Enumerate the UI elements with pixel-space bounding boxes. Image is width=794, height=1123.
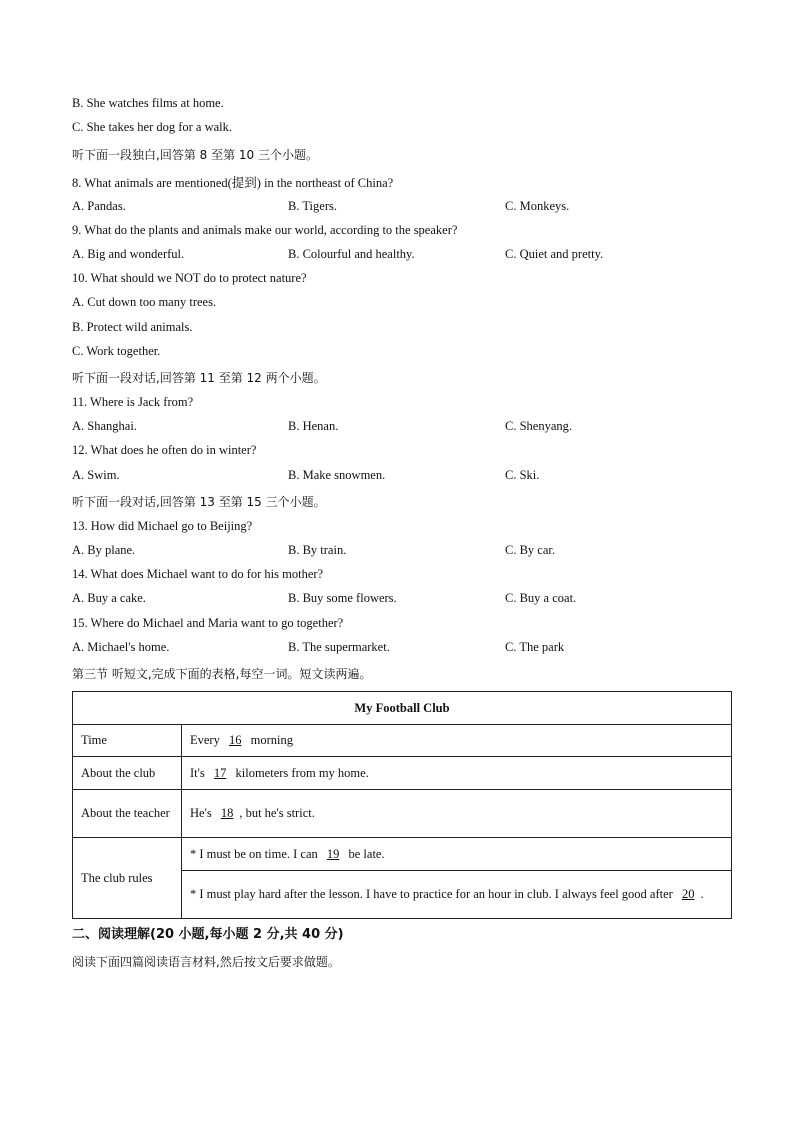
part-2-heading: 二、阅读理解(20 小题,每小题 2 分,共 40 分): [72, 927, 344, 942]
option-b: B. Henan.: [288, 419, 339, 433]
option-a: A. Pandas.: [72, 199, 126, 213]
option-a: A. By plane.: [72, 543, 136, 557]
row-value-rule-2: [182, 871, 732, 919]
text-segment: be late.: [345, 846, 385, 861]
question-12: 12. What does he often do in winter?: [72, 443, 257, 457]
option-a: A. Swim.: [72, 468, 120, 482]
option-b: B. Colourful and healthy.: [288, 247, 415, 261]
question-10: 10. What should we NOT do to protect nature?: [72, 271, 307, 285]
row-value-teacher: [182, 790, 732, 838]
line-b-films: B. She watches films at home.: [72, 96, 224, 110]
option-b: B. Make snowmen.: [288, 468, 386, 482]
text-segment: * I must be on time. I can: [190, 846, 321, 861]
table-row: [73, 790, 732, 838]
blank-17: 17: [213, 765, 227, 780]
blank-19: 19: [326, 846, 340, 861]
section-heading-11-12: 听下面一段对话,回答第 11 至第 12 两个小题。: [72, 371, 326, 385]
section-heading-8-10: 听下面一段独白,回答第 8 至第 10 三个小题。: [72, 148, 318, 162]
option-a: A. Buy a cake.: [72, 591, 146, 605]
option-10-c: C. Work together.: [72, 344, 161, 358]
text-segment: .: [700, 887, 704, 901]
question-9: 9. What do the plants and animals make our world, according to the speaker?: [72, 223, 458, 237]
option-b: B. Tigers.: [288, 199, 337, 213]
option-c: C. Shenyang.: [505, 419, 573, 433]
table-row: [73, 757, 732, 790]
option-a: A. Michael's home.: [72, 640, 170, 654]
question-15: 15. Where do Michael and Maria want to go together?: [72, 616, 344, 630]
question-13: 13. How did Michael go to Beijing?: [72, 519, 253, 533]
table-title: My Football Club: [73, 692, 732, 725]
table-row: [73, 838, 732, 871]
section-heading-13-15: 听下面一段对话,回答第 13 至第 15 三个小题。: [72, 495, 326, 509]
row-label-time: Time: [73, 725, 182, 757]
text-segment: morning: [247, 733, 293, 747]
text-segment: Every: [190, 733, 223, 747]
blank-18: 18: [220, 806, 234, 820]
option-c: C. Monkeys.: [505, 199, 570, 213]
text-segment: * I must play hard after the lesson. I have to practice for an hour in club. I always feel good after: [190, 887, 676, 901]
question-8: 8. What animals are mentioned(提到) in the northeast of China?: [72, 176, 394, 190]
row-value-time: [182, 725, 732, 757]
text-segment: kilometers from my home.: [232, 765, 369, 780]
section-3-heading: 第三节 听短文,完成下面的表格,每空一词。短文读两遍。: [72, 667, 372, 681]
text-segment: It's: [190, 765, 208, 780]
part-2-instruction: 阅读下面四篇阅读语言材料,然后按文后要求做题。: [72, 955, 340, 969]
football-club-table: [72, 691, 732, 919]
option-c: C. Buy a coat.: [505, 591, 577, 605]
row-value-rule-1: [182, 838, 732, 871]
option-a: A. Shanghai.: [72, 419, 137, 433]
option-c: C. Ski.: [505, 468, 540, 482]
blank-16: 16: [228, 733, 242, 747]
row-label-club: About the club: [73, 757, 182, 790]
question-11: 11. Where is Jack from?: [72, 395, 194, 409]
option-b: B. Buy some flowers.: [288, 591, 397, 605]
row-label-rules: The club rules: [73, 838, 182, 919]
question-14: 14. What does Michael want to do for his mother?: [72, 567, 324, 581]
option-c: C. Quiet and pretty.: [505, 247, 604, 261]
row-value-club: [182, 757, 732, 790]
option-b: B. The supermarket.: [288, 640, 390, 654]
table-title-row: [73, 692, 732, 725]
text-segment: He's: [190, 806, 215, 820]
blank-20: 20: [681, 887, 695, 901]
option-b: B. By train.: [288, 543, 347, 557]
table-row: [73, 725, 732, 757]
text-segment: , but he's strict.: [239, 806, 315, 820]
option-10-b: B. Protect wild animals.: [72, 320, 193, 334]
row-label-teacher: About the teacher: [73, 790, 182, 838]
option-a: A. Big and wonderful.: [72, 247, 185, 261]
option-c: C. By car.: [505, 543, 555, 557]
option-10-a: A. Cut down too many trees.: [72, 295, 217, 309]
line-c-dog: C. She takes her dog for a walk.: [72, 120, 233, 134]
option-c: C. The park: [505, 640, 565, 654]
